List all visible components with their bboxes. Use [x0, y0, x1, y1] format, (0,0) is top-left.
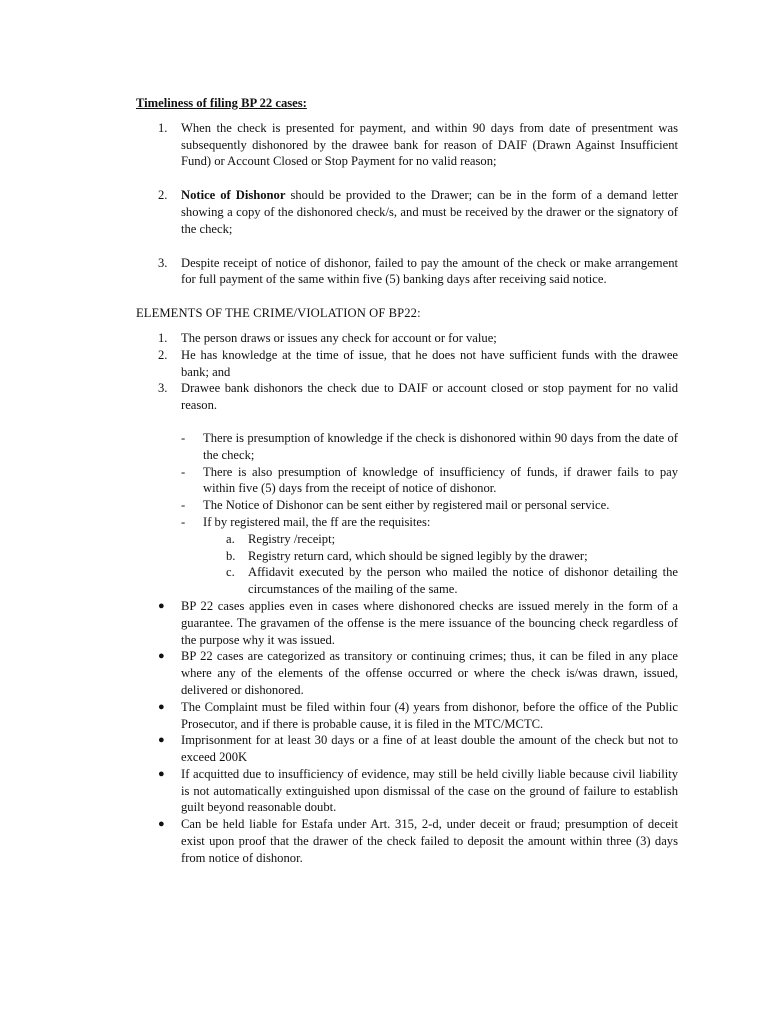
- item-text: When the check is presented for payment, and within 90 days from date of presentment was subsequently dishonored by the drawee bank for reason of DAIF (Drawn Against Insufficient Fund) or Account Closed or Stop Payment for no valid reason;: [181, 120, 678, 169]
- timeliness-list: [136, 120, 678, 288]
- dash-marker: -: [181, 430, 186, 445]
- requisite-text: Registry /receipt;: [248, 531, 336, 546]
- dash-marker: -: [181, 464, 186, 479]
- requisite-marker: c.: [226, 565, 235, 580]
- elements-heading: ELEMENTS OF THE CRIME/VIOLATION OF BP22:: [136, 306, 421, 321]
- bullet-text: Imprisonment for at least 30 days or a fine of at least double the amount of the check but not to exceed 200K: [181, 733, 678, 765]
- bullet-text: The Complaint must be filed within four (4) years from dishonor, before the office of the Public Prosecutor, and if there is probable cause, it is filed in the MTC/MCTC.: [181, 699, 678, 731]
- bullet-icon: ●: [158, 818, 165, 831]
- item-text: Despite receipt of notice of dishonor, failed to pay the amount of the check or make arrangement for full payment of the same within five (5) banking days after receiving said notice.: [181, 255, 678, 287]
- dash-marker: -: [181, 498, 186, 513]
- list-item: [136, 330, 678, 347]
- requisite-marker: b.: [226, 548, 236, 563]
- list-item: [136, 187, 678, 237]
- item-text: He has knowledge at the time of issue, that he does not have sufficient funds with the drawee bank; and: [181, 347, 678, 379]
- bullet-text: BP 22 cases are categorized as transitory or continuing crimes; thus, it can be filed in any place where any of the elements of the offense occurred or where the check is/was drawn, issued, delivered or dishonored.: [181, 649, 678, 697]
- bullet-icon: ●: [158, 734, 165, 747]
- document-page: [136, 95, 678, 867]
- bullet-item: [136, 816, 678, 866]
- list-item: [136, 120, 678, 170]
- requisite-item: [136, 564, 678, 598]
- requisite-text: Affidavit executed by the person who mailed the notice of dishonor detailing the circumstances of the mailing of the same.: [248, 565, 678, 597]
- notice-of-dishonor-term: Notice of Dishonor: [181, 188, 286, 203]
- requisite-item: [136, 548, 678, 565]
- list-item: [136, 255, 678, 289]
- bullet-item: [136, 648, 678, 698]
- requisite-text: Registry return card, which should be signed legibly by the drawer;: [248, 548, 588, 563]
- item-number: 1.: [158, 330, 168, 345]
- dash-text: The Notice of Dishonor can be sent either by registered mail or personal service.: [203, 498, 610, 513]
- item-text: The person draws or issues any check for account or for value;: [181, 330, 497, 345]
- requisite-item: [136, 531, 678, 548]
- requisite-marker: a.: [226, 531, 235, 546]
- dash-item: [136, 497, 678, 514]
- dash-item: [136, 464, 678, 498]
- list-item: [136, 380, 678, 414]
- item-number: 3.: [158, 255, 168, 270]
- list-item: [136, 347, 678, 381]
- bullet-item: [136, 766, 678, 816]
- item-number: 1.: [158, 120, 168, 135]
- item-number: 2.: [158, 188, 168, 203]
- bullet-text: If acquitted due to insufficiency of evidence, may still be held civilly liable because civil liability is not automatically extinguished upon dismissal of the case on the ground of failure to establish guilt beyond reasonable doubt.: [181, 766, 678, 815]
- bullet-icon: ●: [158, 599, 165, 612]
- presumption-list: [136, 430, 678, 598]
- dash-text: If by registered mail, the ff are the requisites:: [203, 514, 431, 529]
- bullet-icon: ●: [158, 700, 165, 713]
- bullet-icon: ●: [158, 650, 165, 663]
- bullet-icon: ●: [158, 767, 165, 780]
- bullet-text: BP 22 cases applies even in cases where dishonored checks are issued merely in the form of a guarantee. The gravamen of the offense is the mere issuance of the bouncing check regardless of the purpose why it was issued.: [181, 598, 678, 647]
- dash-text: There is presumption of knowledge if the check is dishonored within 90 days from the date of the check;: [203, 430, 678, 462]
- item-number: 2.: [158, 347, 168, 362]
- dash-item: [136, 430, 678, 464]
- bullet-item: [136, 699, 678, 733]
- dash-item: [136, 514, 678, 531]
- bullet-item: [136, 732, 678, 766]
- timeliness-heading: Timeliness of filing BP 22 cases:: [136, 96, 307, 110]
- item-text: Notice of Dishonor should be provided to the Drawer; can be in the form of a demand letter showing a copy of the dishonored check/s, and must be received by the drawer or the signatory of the check;: [181, 188, 678, 236]
- item-text: Drawee bank dishonors the check due to DAIF or account closed or stop payment for no valid reason.: [181, 381, 678, 413]
- bullet-item: [136, 598, 678, 648]
- elements-list: [136, 330, 678, 414]
- dash-text: There is also presumption of knowledge of insufficiency of funds, if drawer fails to pay within five (5) days from the receipt of notice of dishonor.: [203, 464, 678, 496]
- bullet-text: Can be held liable for Estafa under Art. 315, 2-d, under deceit or fraud; presumption of deceit exist upon proof that the drawer of the check failed to deposit the amount within three (3) days from notice of dishonor.: [181, 817, 678, 865]
- item-number: 3.: [158, 381, 168, 396]
- dash-marker: -: [181, 514, 186, 529]
- notes-bullet-list: [136, 598, 678, 867]
